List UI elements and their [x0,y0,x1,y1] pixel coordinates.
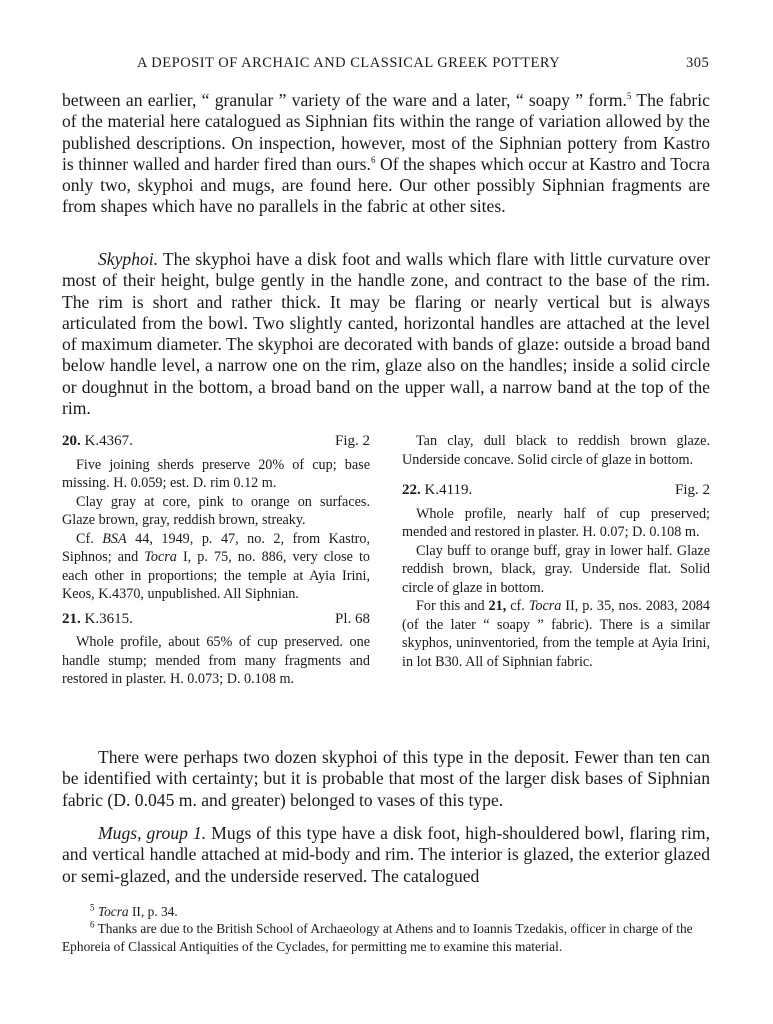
intro-paragraph: between an earlier, “ granular ” variety of the ware and a later, “ soapy ” form.$^5$ The fabric of the material here catalogued as Siphnian fits within the range of variation allowed by the published descriptions. On inspection, however, most of the Siphnian pottery from Kastro is thinner walled and harder fired than ours.$^6$ Of the shapes which occur at Kastro and Tocra only two, skyphoi and mugs, are found here. Our other possibly Siphnian fragments are from shapes which have no parallels in the fabric at other sites. [62,90,710,217]
footnote-5: $^5$ Tocra II, p. 34. [90,902,178,919]
entry-22-comparanda: For this and 21, cf. Tocra II, p. 35, nos. 2083, 2084 (of the later “ soapy ” fabric). There is a similar skyphos, uninventoried, from the temple at Ayia Irini, in lot B30. All of Siphnian fabric. [402,598,710,670]
footnote-6: $^6$ Thanks are due to the British School of Archaeology at Athens and to Ioannis Tzedakis, officer in charge of the Ephoreia of Classical Antiquities of the Cyclades, for permitting me to examine this material. [62,919,693,954]
entry-20-heading: 20. K.4367. Fig. 2 [62,433,370,449]
figure-reference: Fig. 2 [334,433,370,449]
figure-reference: Fig. 2 [674,482,710,498]
entry-21-fabric: Tan clay, dull black to reddish brown glaze. Underside concave. Solid circle of glaze in bottom. [402,433,710,468]
entry-22-heading: 22. K.4119. Fig. 2 [402,482,710,498]
catalogue-right-column [402,432,710,671]
skyphoi-paragraph: Skyphoi. The skyphoi have a disk foot and walls which flare with little curvature over most of their height, bulge gently in the handle zone, and contract to the base of the rim. The rim is short and rather thick. It may be flaring or nearly vertical but is always articulated from the bowl. Two slightly canted, horizontal handles are attached at the level of maximum diameter. The skyphoi are decorated with bands of glaze: outside a broad band below handle level, a narrow one on the rim, glaze also on the handles; inside a solid circle or doughnut in the bottom, a broad band on the upper wall, a narrow band at the top of the rim. [62,249,710,419]
mugs-paragraph: Mugs, group 1. Mugs of this type have a disk foot, high-shouldered bowl, flaring rim, and vertical handle attached at mid-body and rim. The interior is glazed, the exterior glazed or semi-glazed, and the underside reserved. The catalogued [62,823,711,886]
entry-20-fabric: Clay gray at core, pink to orange on surfaces. Glaze brown, gray, reddish brown, streaky. [62,493,370,528]
entry-21-heading: 21. K.3615. Pl. 68 [62,610,370,627]
running-title: A DEPOSIT OF ARCHAIC AND CLASSICAL GREEK POTTERY [137,55,561,71]
plate-reference: Pl. 68 [334,610,370,627]
entry-22-fabric: Clay buff to orange buff, gray in lower half. Glaze reddish brown, black, gray. Underside flat. Solid circle of glaze in bottom. [402,542,710,596]
entry-22-description: Whole profile, nearly half of cup preserved; mended and restored in plaster. H. 0.07; D. 0.108 m. [402,505,710,540]
entry-20-description: Five joining sherds preserve 20% of cup; base missing. H. 0.059; est. D. rim 0.12 m. [62,456,370,491]
entry-20-comparanda: Cf. BSA 44, 1949, p. 47, no. 2, from Kastro, Siphnos; and Tocra I, p. 75, no. 886, very close to each other in proportions; the temple at Ayia Irini, Keos, K.4370, unpublished. All Siphnian. [62,530,371,602]
footnote-ref-5[interactable]: 5 [626,91,632,102]
skyphoi-heading: Skyphoi. [98,249,159,269]
footnote-ref-6[interactable]: 6 [370,155,376,166]
mugs-heading: Mugs, group 1. [98,823,207,843]
summary-paragraph: There were perhaps two dozen skyphoi of this type in the deposit. Fewer than ten can be identified with certainty; but it is probable that most of the larger disk bases of Siphnian fabric (D. 0.045 m. and greater) belonged to vases of this type. [62,747,710,810]
entry-21-description: Whole profile, about 65% of cup preserved. one handle stump; mended from many fragments and restored in plaster. H. 0.073; D. 0.108 m. [62,634,370,687]
page-number: 305 [686,55,710,71]
catalogue-left-column [62,432,370,689]
running-header [0,52,773,76]
